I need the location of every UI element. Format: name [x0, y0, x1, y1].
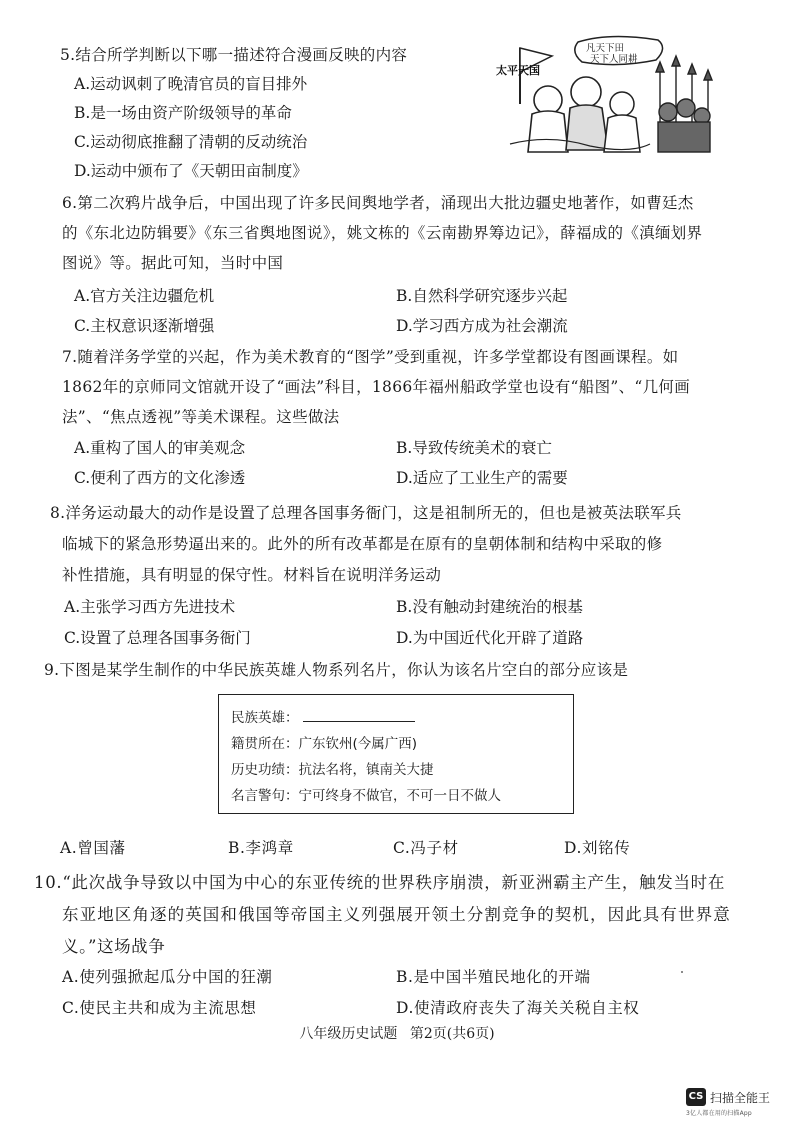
q6-option-a: A.官方关注边疆危机: [74, 287, 215, 305]
q5-stem: 5.结合所学判断以下哪一描述符合漫画反映的内容: [60, 46, 408, 64]
q6-option-b: B.自然科学研究逐步兴起: [396, 287, 568, 305]
q9-option-b: B.李鸿章: [228, 839, 294, 857]
taiping-cartoon: [490, 34, 720, 160]
cartoon-banner-line2: 天下人同耕: [590, 54, 638, 65]
scan-speck: [681, 971, 683, 973]
q5-option-b: B.是一场由资产阶级领导的革命: [74, 104, 292, 122]
card-hero-row: [231, 709, 415, 727]
q10-option-a: A.使列强掀起瓜分中国的狂潮: [62, 968, 273, 986]
q5-option-c: C.运动彻底推翻了清朝的反动统治: [74, 133, 308, 151]
q10-line-1: 10.“此次战争导致以中国为中心的东亚传统的世界秩序崩溃，新亚洲霸主产生，触发当时在: [34, 873, 726, 892]
scanner-tagline: 3亿人都在用的扫描App: [686, 1110, 752, 1117]
q10-option-d: D.使清政府丧失了海关关税自主权: [396, 999, 640, 1017]
card-deeds: 历史功绩：抗法名将，镇南关大捷: [231, 762, 434, 778]
q8-line-1: 8.洋务运动最大的动作是设置了总理各国事务衙门，这是祖制所无的，但也是被英法联军兵: [50, 504, 682, 522]
q10-line-3: 义。”这场战争: [62, 937, 166, 956]
q8-line-2: 临城下的紧急形势逼出来的。此外的所有改革都是在原有的皇朝体制和结构中采取的修: [62, 535, 663, 553]
q7-option-b: B.导致传统美术的衰亡: [396, 439, 552, 457]
q8-line-3: 补性措施，具有明显的保守性。材料旨在说明洋务运动: [62, 566, 442, 584]
scanner-watermark: [686, 1085, 786, 1119]
q9-stem: 9.下图是某学生制作的中华民族英雄人物系列名片，你认为该名片空白的部分应该是: [44, 661, 629, 679]
q6-option-d: D.学习西方成为社会潮流: [396, 317, 568, 335]
scanner-logo-icon: CS: [686, 1088, 706, 1106]
card-hero-blank: [303, 709, 415, 722]
footer-page-number: 第2页(共6页): [409, 1026, 495, 1042]
q7-option-a: A.重构了国人的审美观念: [74, 439, 246, 457]
q9-option-d: D.刘铭传: [564, 839, 631, 857]
q10-option-b: B.是中国半殖民地化的开端: [396, 968, 591, 986]
page-footer: [0, 1023, 794, 1043]
q6-option-c: C.主权意识逐渐增强: [74, 317, 215, 335]
q8-option-a: A.主张学习西方先进技术: [64, 598, 236, 616]
q10-option-c: C.使民主共和成为主流思想: [62, 999, 257, 1017]
hero-name-card: [218, 694, 574, 814]
q6-line-2: 的《东北边防辑要》《东三省舆地图说》，姚文栋的《云南勘界筹边记》，薛福成的《滇缅划界: [62, 224, 703, 242]
cartoon-flag-text: 太平天国: [496, 64, 540, 77]
q7-line-3: 法”、“焦点透视”等美术课程。这些做法: [62, 408, 340, 426]
q7-line-2: 1862年的京师同文馆就开设了“画法”科目，1866年福州船政学堂也设有“船图”、“几何画: [62, 378, 691, 396]
card-motto: 名言警句：宁可终身不做官，不可一日不做人: [231, 788, 501, 804]
card-origin: 籍贯所在：广东钦州(今属广西): [231, 736, 418, 752]
q6-line-3: 图说》等。据此可知，当时中国: [62, 254, 284, 272]
q9-option-a: A.曾国藩: [60, 839, 126, 857]
scanner-app-name: 扫描全能王: [710, 1091, 771, 1105]
q7-line-1: 7.随着洋务学堂的兴起，作为美术教育的“图学”受到重视，许多学堂都设有图画课程。如: [62, 348, 679, 366]
card-hero-label: 民族英雄：: [231, 710, 299, 726]
q9-option-c: C.冯子材: [393, 839, 459, 857]
cartoon-banner-line1: 凡天下田: [586, 43, 625, 54]
q10-line-2: 东亚地区角逐的英国和俄国等帝国主义列强展开领土分割竞争的契机，因此具有世界意: [62, 905, 731, 924]
q5-option-d: D.运动中颁布了《天朝田亩制度》: [74, 162, 308, 180]
footer-subject: 八年级历史试题: [299, 1026, 398, 1042]
q8-option-b: B.没有触动封建统治的根基: [396, 598, 583, 616]
q7-option-c: C.便利了西方的文化渗透: [74, 469, 246, 487]
q8-option-d: D.为中国近代化开辟了道路: [396, 629, 584, 647]
q6-line-1: 6.第二次鸦片战争后，中国出现了许多民间舆地学者，涌现出大批边疆史地著作，如曹廷杰: [62, 194, 694, 212]
q5-option-a: A.运动讽刺了晚清官员的盲目排外: [74, 75, 308, 93]
q7-option-d: D.适应了工业生产的需要: [396, 469, 568, 487]
q8-option-c: C.设置了总理各国事务衙门: [64, 629, 251, 647]
